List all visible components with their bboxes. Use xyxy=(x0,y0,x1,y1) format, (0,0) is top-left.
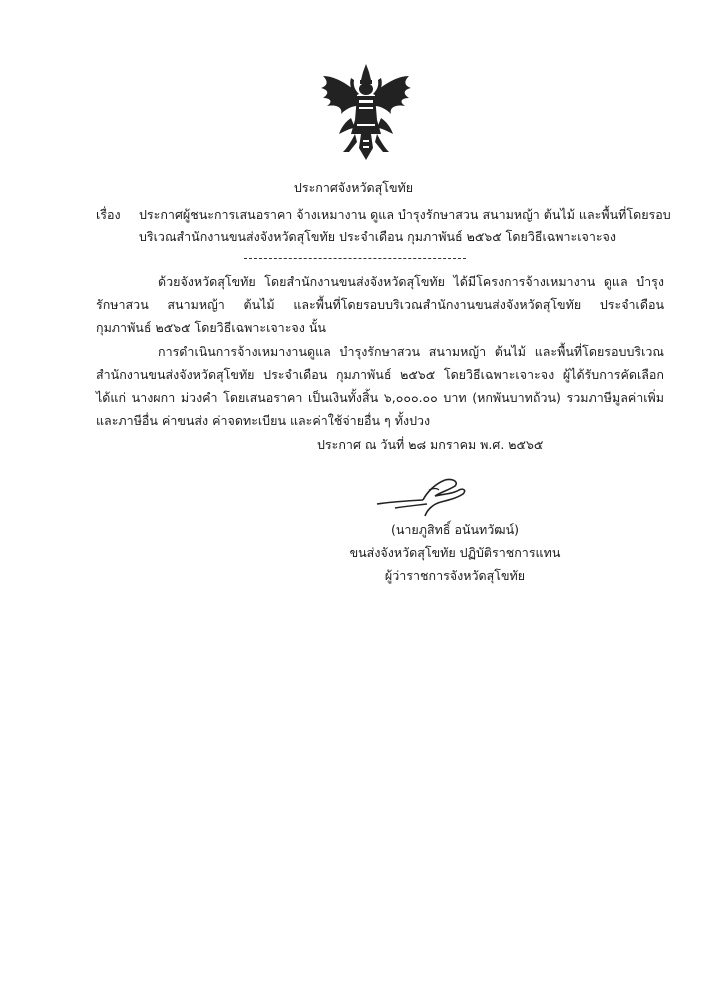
subject-label: เรื่อง xyxy=(96,207,121,222)
signer-position-2: ผู้ว่าราชการจังหวัดสุโขทัย xyxy=(384,568,526,583)
page-title: ประกาศจังหวัดสุโขทัย xyxy=(293,180,414,195)
subject-line-2: บริเวณสำนักงานขนส่งจังหวัดสุโขทัย ประจำเดือน กุมภาพันธ์ ๒๕๖๕ โดยวิธีเฉพาะเจาะจง xyxy=(139,229,616,244)
handwritten-signature xyxy=(375,474,475,520)
announcement-date: ประกาศ ณ วันที่ ๒๘ มกราคม พ.ศ. ๒๕๖๕ xyxy=(317,437,544,452)
dashed-divider xyxy=(244,258,466,259)
subject-line-1: ประกาศผู้ชนะการเสนอราคา จ้างเหมางาน ดูแล บำรุงรักษาสวน สนามหญ้า ต้นไม้ และพื้นที่โดยรอบ xyxy=(139,207,671,222)
paragraph-1-text: ด้วยจังหวัดสุโขทัย โดยสำนักงานขนส่งจังหวัดสุโขทัย ได้มีโครงการจ้างเหมางาน ดูแล บำรุงรักษาสวน สนามหญ้า ต้นไม้ และพื้นที่โดยรอบบริเวณสำนักงานขนส่งจังหวัดสุโขทัย ประจำเดือน กุมภาพันธ์ ๒๕๖๕ โดยวิธีเฉพาะเจาะจง นั้น xyxy=(96,274,664,335)
paragraph-2-text: การดำเนินการจ้างเหมางานดูแล บำรุงรักษาสวน สนามหญ้า ต้นไม้ และพื้นที่โดยรอบบริเวณสำนักงานขนส่งจังหวัดสุโขทัย ประจำเดือน กุมภาพันธ์ ๒๕๖๕ โดยวิธีเฉพาะเจาะจง ผู้ได้รับการคัดเลือก ได้แก่ นางผกา ม่วงคำ โดยเสนอราคา เป็นเงินทั้งสิ้น ๖,๐๐๐.๐๐ บาท (หกพันบาทถ้วน) รวมภาษีมูลค่าเพิ่มและภาษีอื่น ค่าขนส่ง ค่าจดทะเบียน และค่าใช้จ่ายอื่น ๆ ทั้งปวง xyxy=(96,344,664,428)
signer-name: (นายภูสิทธิ์ อนันทวัฒน์) xyxy=(390,522,520,537)
garuda-emblem-icon xyxy=(317,62,415,162)
body-paragraph-1 xyxy=(96,270,664,339)
body-paragraph-2 xyxy=(96,340,664,432)
signer-position-1: ขนส่งจังหวัดสุโขทัย ปฏิบัติราชการแทน xyxy=(349,545,561,560)
signatory-block xyxy=(320,518,590,587)
